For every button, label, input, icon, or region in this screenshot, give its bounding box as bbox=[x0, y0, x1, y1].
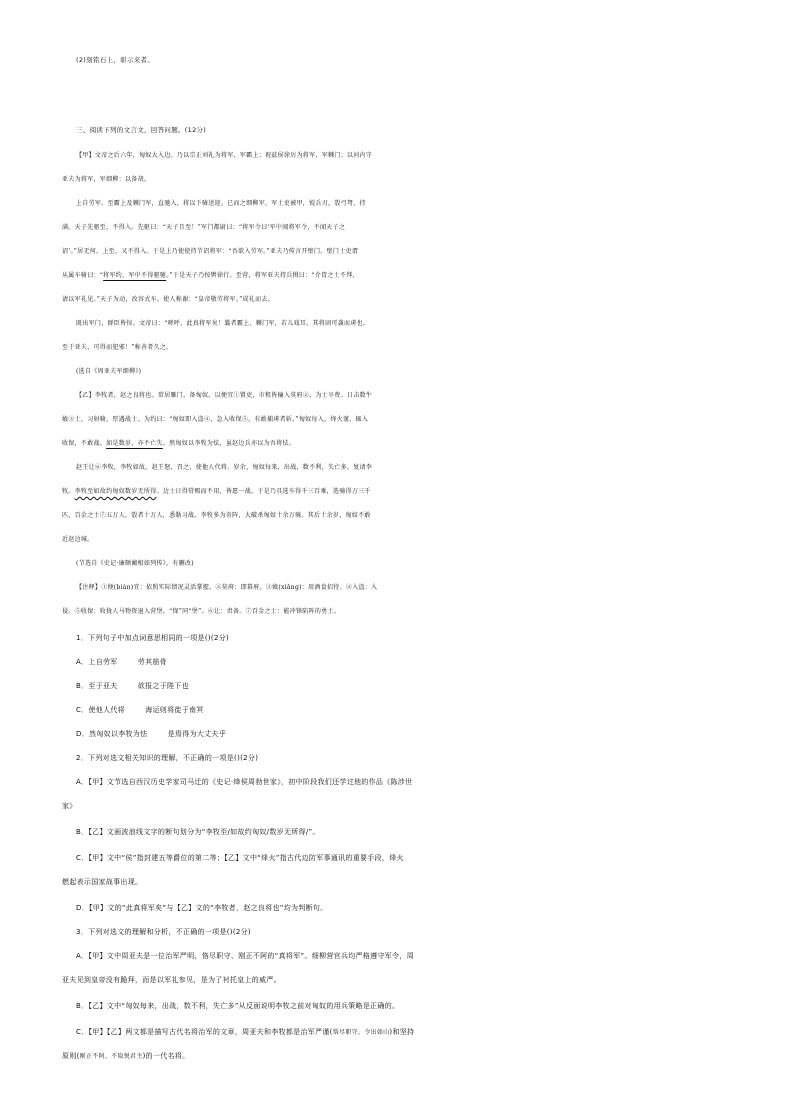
question-2-option-b: B．【乙】文画波浪线文字的断句划分为“李牧至/如故约匈奴/数岁无所得/”。 bbox=[76, 828, 320, 836]
passage-jia-line: 至于亚夫，可得而犯邪！”称善者久之。 bbox=[62, 344, 173, 351]
passage-yi-line: 赵王让⑥李牧，李牧如故。赵王怒，召之，使他人代将。岁余，匈奴每来，出战，数不利，失亡多。复请李 bbox=[76, 464, 373, 471]
passage-jia-line: 【甲】文帝之后六年，匈奴大入边。乃以宗正刘礼为将军，军霸上；祝兹侯徐厉为将军，军棘门；以河内守 bbox=[76, 152, 373, 159]
underlined-sentence: 将军约，军中不得驱驰 bbox=[103, 272, 167, 279]
question-3-stem: 3．下列对选文的理解和分析，不正确的一项是()(2分) bbox=[76, 928, 251, 936]
question-2-option-c-cont: 燃起表示国家战事出现。 bbox=[62, 878, 143, 886]
passage-yi-line: 近赵边城。 bbox=[62, 536, 94, 543]
question-3-option-c bbox=[0, 1022, 790, 1043]
question-2-stem: 2．下列对选文相关知识的理解，不正确的一项是()(2分) bbox=[76, 754, 259, 762]
question-1-option-c: C．使他人代将 海运则将徙于南冥 bbox=[76, 706, 204, 714]
question-3-option-a-cont: 亚夫见到皇帝没有跪拜，而是以军礼参见，是为了衬托皇上的威严。 bbox=[62, 976, 281, 984]
text-span: 收保，不敢战。 bbox=[62, 440, 107, 447]
wavy-underlined-sentence: 李牧至如故约匈奴数岁无所得 bbox=[74, 488, 157, 495]
question-2-option-a-cont: 家》 bbox=[62, 802, 77, 810]
passage-jia-source: (选自《周亚夫军细柳》) bbox=[76, 368, 142, 375]
passage-yi-line bbox=[0, 482, 790, 502]
text-span: )和坚持 bbox=[389, 1028, 415, 1036]
text-span: 。”于是天子乃按辔徐行。至营，将军亚夫持兵揖曰：“介胄之士不拜， bbox=[166, 272, 359, 279]
passage-yi-line bbox=[0, 434, 790, 454]
section-title: 三、阅读下列的文言文，回答问题。(12分) bbox=[76, 126, 207, 134]
notes-line: 【注释】①便(biàn)宜：依照实际情况灵活掌握。②莫府：即幕府。③飨(xiǎng)：用酒食招待。④入盗：入 bbox=[76, 584, 378, 591]
passage-jia-line: 上自劳军。至霸上及棘门军，直驰入，将以下骑送迎。已而之细柳军，军士吏被甲，锐兵刃，彀弓弩，持 bbox=[76, 200, 366, 207]
question-1-option-a: A．上自劳军 劳其筋骨 bbox=[76, 658, 167, 666]
text-span: 。边士日得赏赐而不用，皆愿一战。于是乃具选车得千三百乘，选骑得万三千 bbox=[156, 488, 371, 495]
text-span: 从属车骑曰：“ bbox=[62, 272, 104, 279]
text-span: )的一代名将。 bbox=[142, 1052, 190, 1060]
question-1-option-d: D．然匈奴以李牧为怯 是焉得为大丈夫乎 bbox=[76, 730, 226, 738]
notes-line: 侵。⑤收保：收拢人马物资退入营堡。“保”同“堡”。⑥让：责备。⑦百金之士：能冲锋陷阵的勇士。 bbox=[62, 608, 341, 615]
passage-yi-line: 【乙】李牧者，赵之良将也。常居雁门，备匈奴。以便宜①置吏，市租皆输入莫府②，为士卒费。日击数牛 bbox=[76, 392, 373, 399]
passage-jia-line: 满。天子先驱至，不得入。先驱曰：“天子且至！”军门都尉曰：“将军令曰‘军中闻将军令，不闻天子之 bbox=[62, 224, 346, 231]
text-span: 原则( bbox=[62, 1052, 80, 1060]
question-3-option-a: A．【甲】文中周亚夫是一位治军严明、恪尽职守、刚正不阿的“真将军”。细柳营官兵均严格遵守军令，周 bbox=[76, 952, 414, 960]
question-3-option-b: B．【乙】文中“匈奴每来，出战，数不利，失亡多”从反面说明李牧之前对匈奴的用兵策略是正确的。 bbox=[76, 1002, 400, 1010]
passage-jia-line: 亚夫为将军，军细柳：以备胡。 bbox=[62, 176, 151, 183]
annotation-span: 恪尽职守、令出如山 bbox=[332, 1029, 390, 1036]
question-2-option-d: D．【甲】文的“此真将军矣”与【乙】文的“李牧者，赵之良将也”均为判断句。 bbox=[76, 904, 328, 912]
question-2-option-c: C．【甲】文中“侯”指封建五等爵位的第二等；【乙】文中“烽火”指古代边防军事通讯的重要手段，烽火 bbox=[76, 854, 404, 862]
question-2-option-a: A．【甲】文节选自西汉历史学家司马迁的《史记·绛侯周勃世家》，初中阶段我们还学过他的作品《陈涉世 bbox=[76, 778, 413, 786]
text-span: C．【甲】【乙】两文都是描写古代名将治军的文章，周亚夫和李牧都是治军严谨( bbox=[76, 1028, 333, 1036]
question-1-option-b: B．至于亚夫 欲报之于陛下也 bbox=[76, 682, 189, 690]
question-3-option-c-cont bbox=[0, 1046, 790, 1067]
passage-jia-line: 请以军礼见。”天子为动，改容式车。使人称谢：“皇帝敬劳将军。”成礼而去。 bbox=[62, 296, 275, 303]
passage-yi-line: 匹，百金之士⑦五万人，彀者十万人，悉勒习战。李牧多为奇阵，大破杀匈奴十余万骑。其后十余岁，匈奴不敢 bbox=[62, 512, 371, 519]
annotation-span: 刚正不阿、不取悦君主 bbox=[79, 1053, 143, 1060]
passage-jia-line: 既出军门，群臣皆惊。文帝曰：“嗟呼，此真将军矣！曩者霸上、棘门军，若儿戏耳，其将固可袭而虏也。 bbox=[76, 320, 370, 327]
underlined-sentence: 如是数岁，亦不亡失 bbox=[106, 440, 163, 447]
passage-jia-line bbox=[0, 266, 790, 286]
previous-item-line: (2)刻铭石上，彰示来者。 bbox=[76, 56, 155, 64]
question-1-stem: 1．下列句子中加点词意思相同的一项是()(2分) bbox=[76, 634, 230, 642]
text-span: 牧。 bbox=[62, 488, 75, 495]
text-span: 。然匈奴以李牧为怯，虽赵边兵亦以为吾将怯。 bbox=[162, 440, 296, 447]
passage-jia-line: 诏’。”居无何，上至，又不得入。于是上乃使使持节诏将军：“吾欲入劳军。”亚夫乃传言开壁门。壁门士吏谓 bbox=[62, 248, 359, 255]
passage-yi-line: 飨③士，习射骑，厚遇战士。为约曰：“匈奴即入盗④，急入收保⑤，有敢捕虏者斩。”匈奴每入，烽火谨，辄入 bbox=[62, 416, 369, 423]
passage-yi-source: (节选自《史记·廉颇蔺相如列传》，有删改) bbox=[76, 560, 194, 567]
